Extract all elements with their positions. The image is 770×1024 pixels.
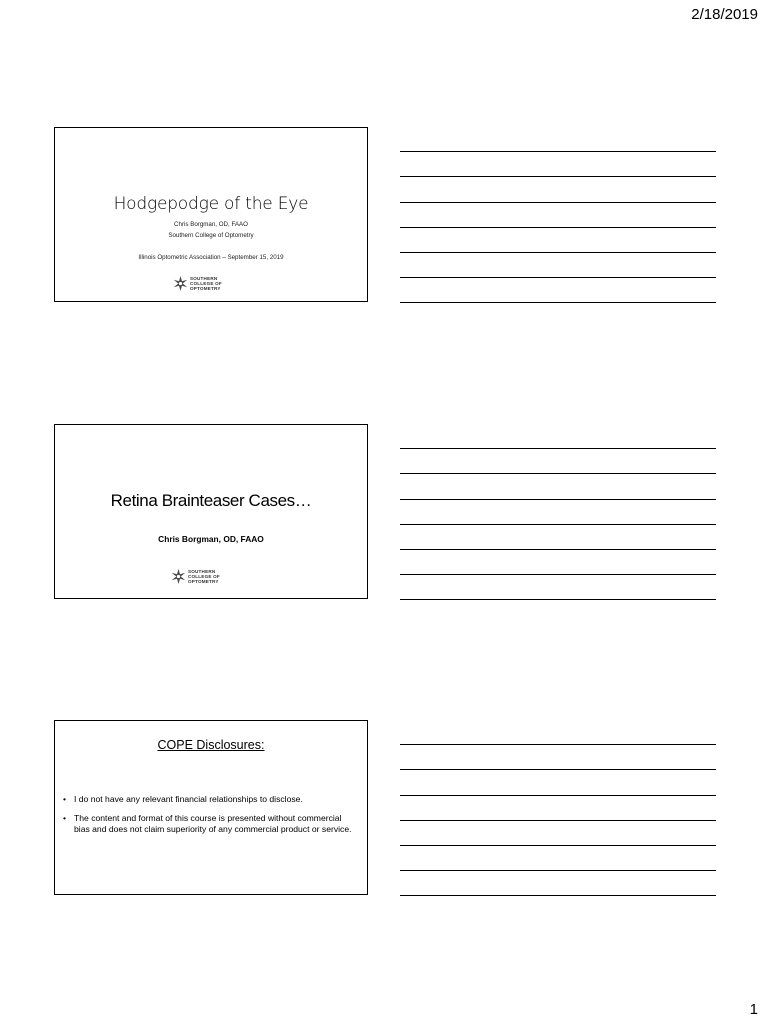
note-line (400, 720, 716, 745)
note-line (400, 177, 716, 202)
note-line (400, 152, 716, 177)
logo-line: OPTOMETRY (190, 286, 221, 291)
note-line (400, 525, 716, 550)
list-item: • I do not have any relevant financial relationships to disclose. (63, 794, 359, 805)
note-line (400, 871, 716, 896)
note-line (400, 796, 716, 821)
logo-line: SOUTHERN (188, 569, 216, 574)
slide-3-thumbnail (54, 720, 368, 895)
logo-line: OPTOMETRY (188, 579, 219, 584)
note-line (400, 770, 716, 795)
note-line (400, 575, 716, 600)
page-number: 1 (749, 1001, 758, 1018)
disclosure-list (63, 794, 359, 843)
note-line (400, 228, 716, 253)
slide-institution: Southern College of Optometry (168, 232, 254, 239)
college-logo (173, 276, 222, 291)
college-logo (171, 569, 220, 584)
print-date: 2/18/2019 (691, 6, 758, 23)
note-line (400, 278, 716, 303)
notes-lines-2 (400, 424, 716, 600)
logo-line: COLLEGE OF (190, 281, 222, 286)
note-line (400, 550, 716, 575)
note-line (400, 846, 716, 871)
slide-event: Illinois Optometric Association – September 15, 2019 (138, 254, 284, 261)
notes-lines-1 (400, 127, 716, 303)
note-line (400, 500, 716, 525)
list-item: • The content and format of this course is presented without commercial bias and does not claim superiority of any commercial product or service. (63, 813, 359, 835)
note-line (400, 203, 716, 228)
slide-author: Chris Borgman, OD, FAAO (158, 534, 264, 544)
note-line (400, 253, 716, 278)
slide-title: Hodgepodge of the Eye (113, 194, 309, 214)
logo-line: SOUTHERN (190, 276, 218, 281)
note-line (400, 424, 716, 449)
note-line (400, 745, 716, 770)
note-line (400, 821, 716, 846)
slide-title: COPE Disclosures: (157, 738, 265, 752)
logo-line: COLLEGE OF (188, 574, 220, 579)
slide-title: Retina Brainteaser Cases… (110, 491, 312, 510)
note-line (400, 127, 716, 152)
note-line (400, 449, 716, 474)
note-line (400, 474, 716, 499)
slide-1-thumbnail (54, 127, 368, 302)
notes-lines-3 (400, 720, 716, 896)
slide-author: Chris Borgman, OD, FAAO (174, 221, 248, 228)
star-emblem-icon (171, 569, 186, 584)
slide-2-thumbnail (54, 424, 368, 599)
star-emblem-icon (173, 276, 188, 291)
